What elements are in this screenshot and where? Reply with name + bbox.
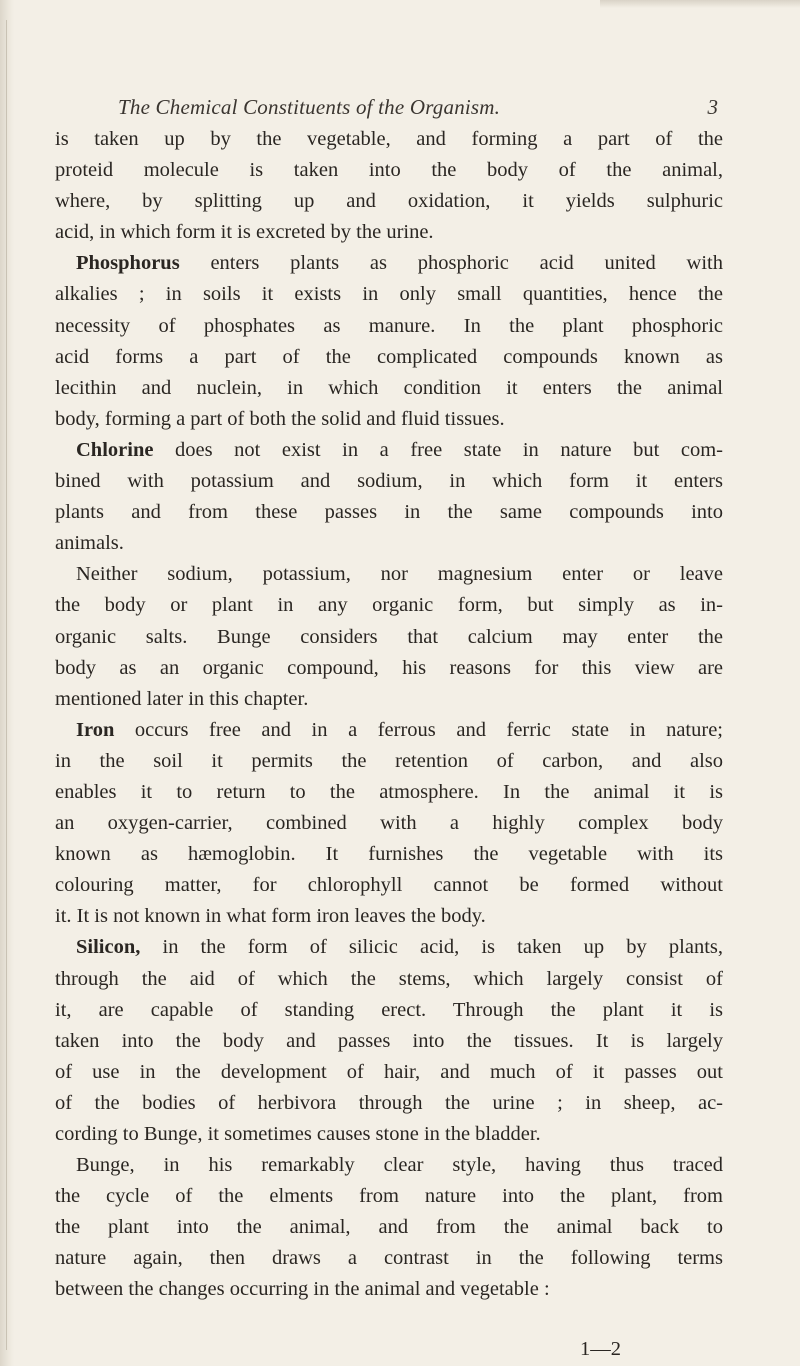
text-line <box>55 715 723 746</box>
text-line <box>55 186 723 217</box>
line-text: necessity of phosphates as manure. In the plant phosphoric <box>55 314 723 337</box>
paragraph <box>55 124 723 248</box>
paragraph-lead-term: Phosphorus <box>76 252 180 275</box>
line-text: proteid molecule is taken into the body of the animal, <box>55 159 723 182</box>
text-line <box>55 404 723 435</box>
text-line <box>55 684 723 715</box>
line-text: animals. <box>55 532 124 555</box>
body-text <box>55 124 723 1306</box>
line-text: through the aid of which the stems, which largely consist of <box>55 967 723 990</box>
line-text: it, are capable of standing erect. Through the plant it is <box>55 998 723 1021</box>
text-line <box>55 746 723 777</box>
text-line <box>55 124 723 155</box>
text-line <box>55 373 723 404</box>
text-line <box>55 559 723 590</box>
line-text: in the soil it permits the retention of carbon, and also <box>55 749 723 772</box>
line-text: known as hæmoglobin. It furnishes the vegetable with its <box>55 843 723 866</box>
text-line <box>55 435 723 466</box>
line-text: an oxygen-carrier, combined with a highly complex body <box>55 812 723 835</box>
text-line <box>55 248 723 279</box>
line-text: body, forming a part of both the solid and fluid tissues. <box>55 407 505 430</box>
line-text: the cycle of the elments from nature into the plant, from <box>55 1185 723 1208</box>
text-line <box>55 217 723 248</box>
page-number: 3 <box>707 95 718 119</box>
text-line <box>55 279 723 310</box>
text-line <box>55 622 723 653</box>
line-text: plants and from these passes in the same compounds into <box>55 501 723 524</box>
line-text: taken into the body and passes into the tissues. It is largely <box>55 1029 723 1052</box>
paragraph-lead-term: Silicon, <box>76 936 141 959</box>
line-text: lecithin and nuclein, in which condition it enters the animal <box>55 376 723 399</box>
line-text: where, by splitting up and oxidation, it yields sulphuric <box>55 190 723 213</box>
text-line <box>55 1150 723 1181</box>
text-line <box>55 653 723 684</box>
line-text: of the bodies of herbivora through the urine ; in sheep, ac- <box>55 1091 723 1114</box>
text-line <box>55 1181 723 1212</box>
line-text: acid forms a part of the complicated compounds known as <box>55 345 723 368</box>
page-binding-edge <box>0 0 14 1366</box>
line-text: organic salts. Bunge considers that calcium may enter the <box>55 625 723 648</box>
line-text: of use in the development of hair, and much of it passes out <box>55 1060 723 1083</box>
line-text: colouring matter, for chlorophyll cannot be formed without <box>55 874 723 897</box>
text-line <box>55 808 723 839</box>
text-line <box>55 155 723 186</box>
paragraph <box>55 1150 723 1305</box>
text-line <box>55 1088 723 1119</box>
line-text: mentioned later in this chapter. <box>55 687 309 710</box>
paragraph-lead-term: Chlorine <box>76 438 154 461</box>
text-line <box>55 1057 723 1088</box>
page-top-shadow <box>600 0 800 8</box>
page-binding-line <box>6 20 7 1350</box>
text-line <box>55 466 723 497</box>
text-line <box>55 1119 723 1150</box>
running-title: The Chemical Constituents of the Organism. <box>118 95 501 119</box>
text-line <box>55 528 723 559</box>
text-line <box>55 901 723 932</box>
line-text: the body or plant in any organic form, but simply as in- <box>55 594 723 617</box>
text-line <box>55 1274 723 1305</box>
text-line <box>55 964 723 995</box>
line-text: Neither sodium, potassium, nor magnesium enter or leave <box>76 563 723 586</box>
line-text: body as an organic compound, his reasons for this view are <box>55 656 723 679</box>
line-text: the plant into the animal, and from the animal back to <box>55 1216 723 1239</box>
text-line <box>55 932 723 963</box>
paragraph <box>55 715 723 933</box>
line-text: nature again, then draws a contrast in the following terms <box>55 1247 723 1270</box>
paragraph <box>55 248 723 435</box>
paragraph-lead-term: Iron <box>76 718 115 741</box>
paragraph <box>55 559 723 714</box>
line-text: is taken up by the vegetable, and forming a part of the <box>55 128 723 150</box>
text-line <box>55 839 723 870</box>
line-text: cording to Bunge, it sometimes causes stone in the bladder. <box>55 1123 541 1145</box>
text-line <box>55 995 723 1026</box>
text-line <box>55 1243 723 1274</box>
line-text: alkalies ; in soils it exists in only small quantities, hence the <box>55 283 723 306</box>
text-line <box>55 1212 723 1243</box>
line-text: occurs free and in a ferrous and ferric state in nature; <box>114 718 723 741</box>
line-text: acid, in which form it is excreted by the urine. <box>55 221 434 244</box>
text-line <box>55 497 723 528</box>
text-line <box>55 311 723 342</box>
signature-mark: 1—2 <box>580 1338 621 1360</box>
line-text: bined with potassium and sodium, in which form it enters <box>55 470 723 493</box>
text-line <box>55 870 723 901</box>
text-line <box>55 1026 723 1057</box>
paragraph <box>55 932 723 1150</box>
text-line <box>55 777 723 808</box>
line-text: in the form of silicic acid, is taken up by plants, <box>140 936 723 959</box>
text-line <box>55 342 723 373</box>
line-text: enables it to return to the atmosphere. In the animal it is <box>55 780 723 803</box>
line-text: between the changes occurring in the animal and vegetable : <box>55 1278 550 1301</box>
line-text: does not exist in a free state in nature but com- <box>153 438 723 461</box>
text-line <box>55 590 723 621</box>
line-text: enters plants as phosphoric acid united with <box>179 252 723 275</box>
paragraph <box>55 435 723 559</box>
line-text: it. It is not known in what form iron leaves the body. <box>55 905 486 928</box>
line-text: Bunge, in his remarkably clear style, having thus traced <box>76 1154 723 1177</box>
